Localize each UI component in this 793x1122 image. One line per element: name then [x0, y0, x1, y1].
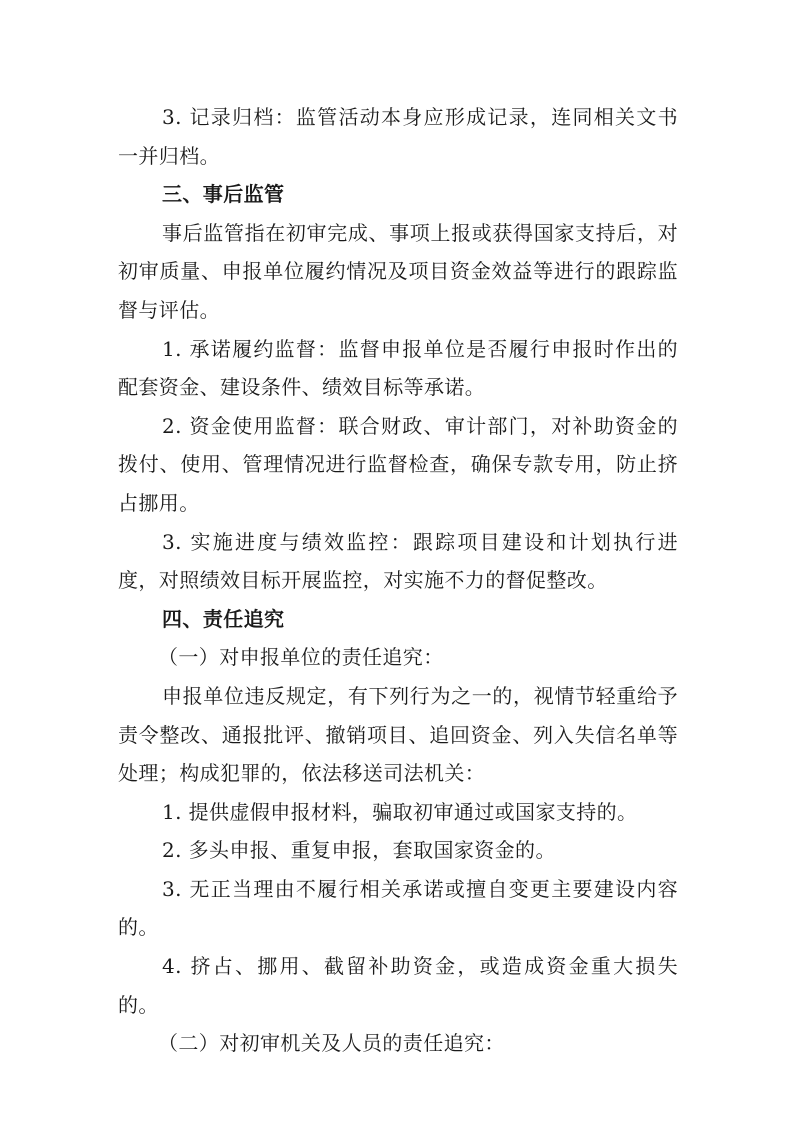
list-item-fund-misuse: 4. 挤占、挪用、截留补助资金，或造成资金重大损失的。: [118, 954, 678, 1017]
section-heading-accountability: 四、责任追究: [162, 606, 285, 631]
paragraph-commitment-supervision: 1. 承诺履约监督：监督申报单位是否履行申报时作出的配套资金、建设条件、绩效目标等承诺。: [118, 336, 678, 400]
subheading-reviewer-accountability: （二）对初审机关及人员的责任追究：: [158, 1031, 505, 1056]
section-heading-post-supervision: 三、事后监管: [162, 182, 285, 207]
paragraph-applicant-violations: 申报单位违反规定，有下列行为之一的，视情节轻重给予责令整改、通报批评、撤销项目、追回资金、列入失信名单等处理；构成犯罪的，依法移送司法机关：: [118, 683, 678, 786]
paragraph-progress-monitoring: 3. 实施进度与绩效监控：跟踪项目建设和计划执行进度，对照绩效目标开展监控，对实施不力的督促整改。: [118, 529, 678, 593]
subheading-applicant-accountability: （一）对申报单位的责任追究：: [158, 645, 444, 670]
list-item-duplicate-application: 2. 多头申报、重复申报，套取国家资金的。: [162, 838, 556, 863]
paragraph-post-supervision-definition: 事后监管指在初审完成、事项上报或获得国家支持后，对初审质量、申报单位履约情况及项目资金效益等进行的跟踪监督与评估。: [118, 220, 678, 322]
list-item-unfulfilled-commitment: 3. 无正当理由不履行相关承诺或擅自变更主要建设内容的。: [118, 876, 678, 940]
paragraph-fund-use-supervision: 2. 资金使用监督：联合财政、审计部门，对补助资金的拨付、使用、管理情况进行监督检查，确保专款专用，防止挤占挪用。: [118, 413, 678, 515]
list-item-false-materials: 1. 提供虚假申报材料，骗取初审通过或国家支持的。: [162, 799, 638, 824]
document-page: [118, 98, 678, 1063]
paragraph-record-archive: 3. 记录归档：监管活动本身应形成记录，连同相关文书一并归档。: [118, 105, 678, 168]
